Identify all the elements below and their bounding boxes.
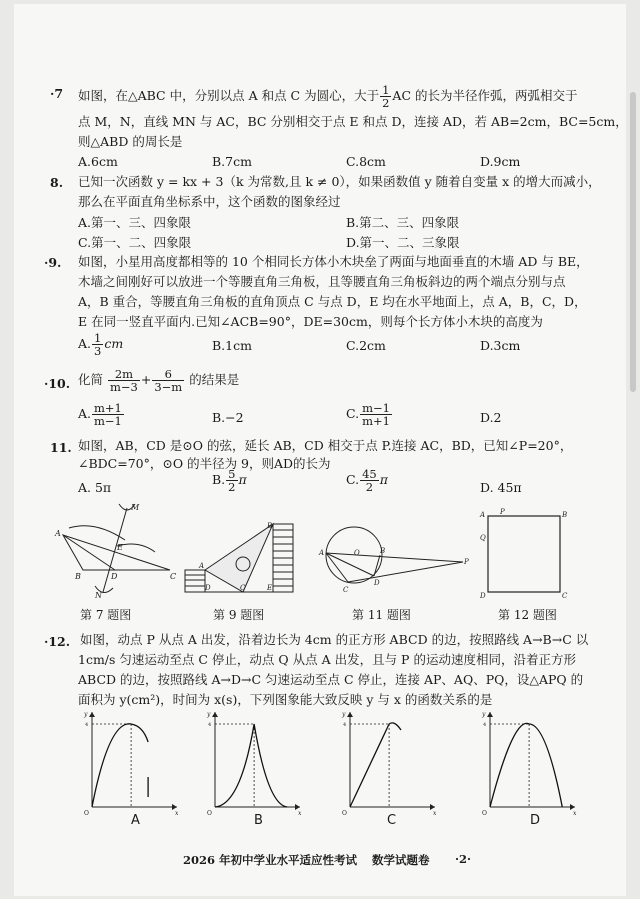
graph-d-curve (490, 723, 562, 807)
graph-d-y-arrow (487, 712, 493, 717)
q10-option-d: D.2 (480, 410, 502, 425)
q9-option-a-num: 1 (94, 331, 102, 345)
fig12-square (488, 516, 560, 592)
fig11-line-ap (326, 553, 463, 562)
figure-9 (185, 520, 295, 595)
graph-b-tick-label: 4 (208, 722, 212, 728)
q12-line3: ABCD 的边，按照路线 A→D→C 匀速运动至点 C 停止，连接 AP、AQ、PQ，设△APQ 的 (78, 672, 584, 687)
figure-12 (478, 508, 570, 600)
q11-line2: ∠BDC=70°，⊙O 的半径为 9，则AD的长为 (78, 456, 331, 471)
scrollbar[interactable] (630, 92, 636, 392)
q10-option-b: B.−2 (212, 410, 244, 425)
fig11-segment-ad (326, 553, 374, 576)
q7-number: ·7 (50, 86, 64, 101)
q7-frac-den: 2 (382, 96, 390, 110)
q10-number: ·10. (44, 376, 71, 391)
graph-b-y-arrow (212, 712, 218, 717)
q9-option-d: D.3cm (480, 338, 521, 353)
caption-fig9: 第 9 题图 (213, 608, 265, 622)
q8-option-b: B.第二、三、四象限 (346, 215, 460, 230)
footer-page: ·2· (455, 852, 472, 866)
fig11-label-b: B (380, 547, 386, 555)
graph-c-tick-label: 4 (343, 722, 347, 728)
graph-b-curve (215, 724, 287, 807)
q12-line1: 如图，动点 P 从点 A 出发，沿着边长为 4cm 的正方形 ABCD 的边，按照路线 A→B→C 以 (80, 632, 589, 647)
q11-option-b-fraction (226, 468, 237, 493)
graph-a-curve (92, 724, 148, 807)
q10-text-a: 化简 (78, 372, 104, 387)
q10-line (78, 368, 239, 393)
figure-7 (55, 500, 180, 600)
fig9-label-a: A (199, 562, 205, 570)
graph-label-d: D (530, 813, 541, 828)
q9-line3: A，B 重合，等腰直角三角板的直角顶点 C 与点 D，E 均在水平地面上，点 A，B，C，D， (78, 294, 587, 309)
graph-b-x-label: x (298, 810, 302, 817)
q7-line2: 点 M，N，直线 MN 与 AC，BC 分别相交于点 E 和点 D，连接 AD，若 AB=2cm，BC=5cm， (78, 114, 628, 129)
figure-11 (318, 515, 468, 600)
fig7-segment-ad (63, 535, 115, 570)
fig7-label-n: N (95, 591, 102, 600)
graph-c-origin-label: O (342, 810, 347, 817)
footer-title: 2026 年初中学业水平适应性考试 (183, 853, 358, 867)
fig11-label-c: C (343, 586, 349, 594)
footer-subject: 数学试题卷 (372, 853, 430, 867)
q10-f2-den: 3−m (154, 380, 183, 394)
q10-fraction-2 (152, 368, 184, 393)
q11-option-c-pi: π (379, 472, 388, 487)
q12-number: ·12. (44, 634, 71, 649)
fig7-label-c: C (170, 572, 177, 581)
graph-b-origin-label: O (207, 810, 212, 817)
q11-option-b-pi: π (238, 472, 247, 487)
q9-line1: 如图，小星用高度都相等的 10 个相同长方体小木块垒了两面与地面垂直的木墙 AD 与 BE， (78, 254, 589, 269)
graph-d-x-label: x (573, 810, 577, 817)
q10-option-a-prefix: A. (78, 406, 92, 421)
q8-line1: 已知一次函数 y = kx + 3（k 为常数,且 k ≠ 0），如果函数值 y 随着自变量 x 的增大而减小， (78, 174, 601, 189)
q7-line1a: 如图，在△ABC 中，分别以点 A 和点 C 为圆心，大于 (78, 88, 380, 103)
q7-option-d: D.9cm (480, 154, 521, 169)
graph-label-b: B (254, 813, 263, 828)
fig12-label-p: P (500, 508, 505, 516)
q7-fraction (380, 84, 391, 109)
fig9-label-e: E (267, 584, 273, 592)
q9-option-c: C.2cm (346, 338, 386, 353)
graph-d-y-label: y (482, 711, 486, 718)
graph-b-y-label: y (207, 711, 211, 718)
fig9-label-c: C (240, 584, 246, 592)
q11-option-b (212, 468, 247, 493)
q12-graphs (0, 700, 640, 820)
q8-option-d: D.第一、二、三象限 (346, 235, 460, 250)
graph-c-y-label: y (342, 711, 346, 718)
q7-line1 (78, 84, 578, 109)
q10-option-a-den: m−1 (94, 414, 122, 428)
graph-a-y-arrow (89, 712, 95, 717)
q11-number: 11. (50, 440, 72, 455)
graph-c-y-arrow (347, 712, 353, 717)
q11-option-b-den: 2 (228, 480, 236, 494)
q8-number: 8. (50, 175, 64, 190)
q11-line1: 如图，AB，CD 是⊙O 的弦，延长 AB，CD 相交于点 P.连接 AC，BD，已知∠P=20°， (78, 438, 573, 453)
q9-option-b: B.1cm (212, 338, 252, 353)
q10-option-c-prefix: C. (346, 406, 360, 421)
q9-line2: 木墙之间刚好可以放进一个等腰直角三角板，且等腰直角三角板斜边的两个端点分别与点 (78, 274, 566, 289)
q9-option-a-unit: cm (104, 336, 124, 351)
graph-a-y-label: y (84, 711, 88, 718)
q9-option-a (78, 332, 123, 357)
q9-line4: E 在同一竖直平面内.已知∠ACB=90°，DE=30cm，则每个长方体小木块的高度为 (78, 314, 543, 329)
caption-fig7: 第 7 题图 (80, 608, 132, 622)
q10-fraction-1 (108, 368, 140, 393)
q10-option-c-den: m+1 (362, 414, 390, 428)
q10-text-b: 的结果是 (189, 372, 240, 387)
q10-f1-den: m−3 (110, 380, 138, 394)
fig7-label-d: D (111, 572, 118, 581)
fig7-label-a: A (55, 529, 61, 538)
graph-a-tick-label: 4 (85, 722, 89, 728)
fig11-segment-bd (374, 555, 380, 576)
graph-label-c: C (387, 813, 397, 828)
q10-option-a-num: m+1 (94, 401, 122, 415)
fig12-label-a: A (480, 511, 486, 519)
fig11-label-p: P (464, 558, 469, 566)
q11-option-c-prefix: C. (346, 472, 360, 487)
q10-option-c (346, 402, 393, 427)
q10-f2-num: 6 (152, 368, 184, 381)
graph-d-tick-label: 4 (483, 722, 487, 728)
fig7-arc-left (69, 526, 125, 540)
graph-a-origin-label: O (84, 810, 89, 817)
q10-option-a (78, 402, 125, 427)
fig9-label-b: B (267, 522, 273, 530)
graph-label-a: A (131, 813, 140, 828)
q10-f1-num: 2m (108, 368, 140, 381)
graph-a-x-label: x (175, 810, 179, 817)
fig12-label-b: B (562, 511, 568, 519)
q8-option-a: A.第一、三、四象限 (78, 215, 192, 230)
caption-fig11: 第 11 题图 (352, 608, 411, 622)
fig7-label-e: E (117, 543, 123, 552)
fig11-label-o: O (354, 549, 360, 557)
q10-plus: + (140, 372, 152, 387)
q11-option-c (346, 468, 388, 493)
q11-option-c-fraction (360, 468, 379, 493)
q7-frac-num: 1 (382, 83, 390, 97)
fig7-label-m: M (131, 503, 140, 512)
q8-option-c: C.第一、二、四象限 (78, 235, 192, 250)
q11-option-c-den: 2 (365, 480, 374, 494)
fig9-wall-ad (185, 570, 205, 592)
fig12-label-c: C (562, 592, 568, 600)
q9-option-a-fraction (92, 332, 103, 357)
fig11-label-d: D (374, 579, 380, 587)
q10-option-c-num: m−1 (362, 401, 390, 415)
q10-option-a-fraction (92, 402, 124, 427)
graph-d-origin-label: O (482, 810, 487, 817)
fig7-triangle (63, 535, 170, 570)
fig7-label-b: B (75, 572, 81, 581)
q9-option-a-prefix: A. (78, 336, 92, 351)
q12-line2: 1cm/s 匀速运动至点 C 停止，动点 Q 从点 A 出发，且与 P 的运动速度相同，沿着正方形 (78, 652, 576, 667)
graph-c-x-label: x (433, 810, 437, 817)
q11-option-d: D. 45π (480, 480, 522, 495)
fig11-label-a: A (319, 549, 325, 557)
q7-option-b: B.7cm (212, 154, 252, 169)
q12-line4: 面积为 y(cm²)，时间为 x(s)，下列图象能大致反映 y 与 x 的函数关系的是 (78, 692, 493, 707)
fig12-label-q: Q (480, 534, 486, 542)
q7-line3: 则△ABD 的周长是 (78, 134, 183, 149)
q7-option-a: A.6cm (78, 154, 118, 169)
fig12-label-d: D (480, 592, 486, 600)
q8-line2: 那么在平面直角坐标系中，这个函数的图象经过 (78, 194, 341, 209)
graph-c-curve (350, 723, 401, 807)
q11-option-c-num: 45 (362, 467, 377, 481)
q9-number: ·9. (44, 255, 62, 270)
q7-option-c: C.8cm (346, 154, 386, 169)
caption-fig12: 第 12 题图 (498, 608, 557, 622)
q9-option-a-den: 3 (94, 344, 102, 358)
q10-option-c-fraction (360, 402, 392, 427)
q7-line1b: AC 的长为半径作弧，两弧相交于 (392, 88, 578, 103)
q11-option-a: A. 5π (78, 480, 112, 495)
q11-option-b-prefix: B. (212, 472, 226, 487)
q11-option-b-num: 5 (228, 467, 236, 481)
fig9-label-d: D (205, 584, 211, 592)
